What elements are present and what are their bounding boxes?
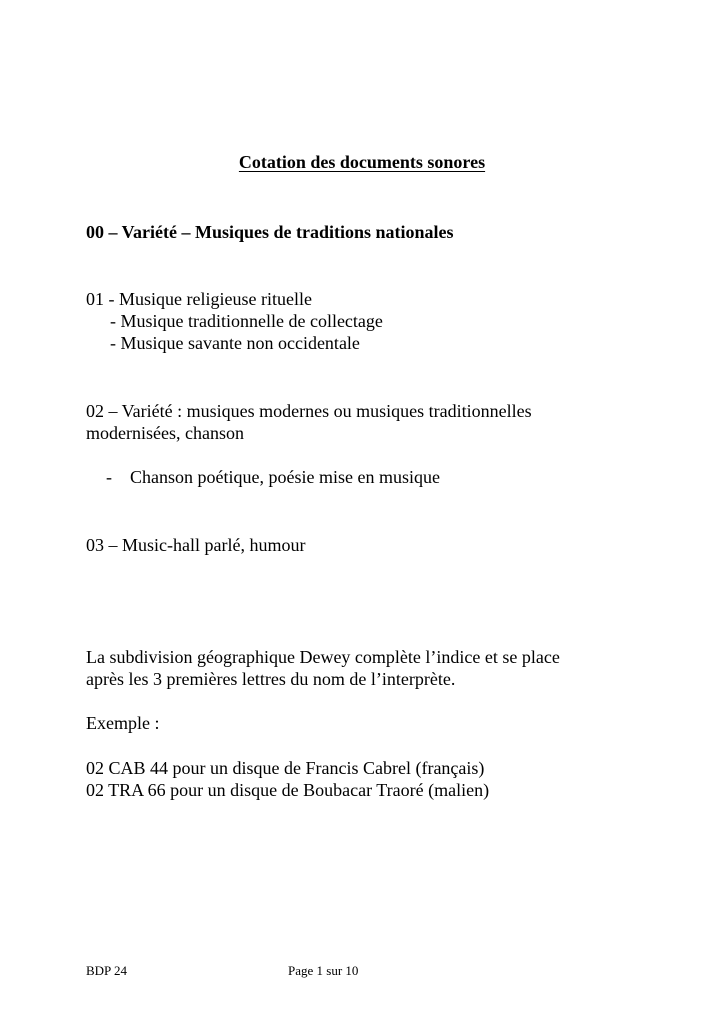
section-02-line-2: modernisées, chanson (86, 423, 244, 443)
footer-left: BDP 24 (86, 963, 128, 978)
note-line-2: après les 3 premières lettres du nom de l’interprète. (86, 669, 456, 689)
example-line-2: 02 TRA 66 pour un disque de Boubacar Traoré (malien) (86, 780, 490, 800)
note-line-1: La subdivision géographique Dewey complète l’indice et se place (86, 647, 560, 667)
section-02-line-1: 02 – Variété : musiques modernes ou musiques traditionnelles (86, 401, 532, 421)
example-label: Exemple : (86, 713, 160, 733)
section-02-bullet-text: Chanson poétique, poésie mise en musique (130, 467, 440, 487)
section-01-line-1: 01 - Musique religieuse rituelle (86, 289, 312, 309)
section-01-line-3: - Musique savante non occidentale (110, 333, 360, 353)
example-line-1: 02 CAB 44 pour un disque de Francis Cabrel (français) (86, 758, 485, 778)
section-02-bullet-dash: - (106, 467, 112, 487)
page-title: Cotation des documents sonores (238, 152, 486, 172)
footer-page-number: Page 1 sur 10 (288, 963, 359, 978)
section-heading-00: 00 – Variété – Musiques de traditions nationales (86, 222, 454, 242)
section-01-line-2: - Musique traditionnelle de collectage (110, 311, 383, 331)
section-03-line-1: 03 – Music-hall parlé, humour (86, 535, 306, 555)
